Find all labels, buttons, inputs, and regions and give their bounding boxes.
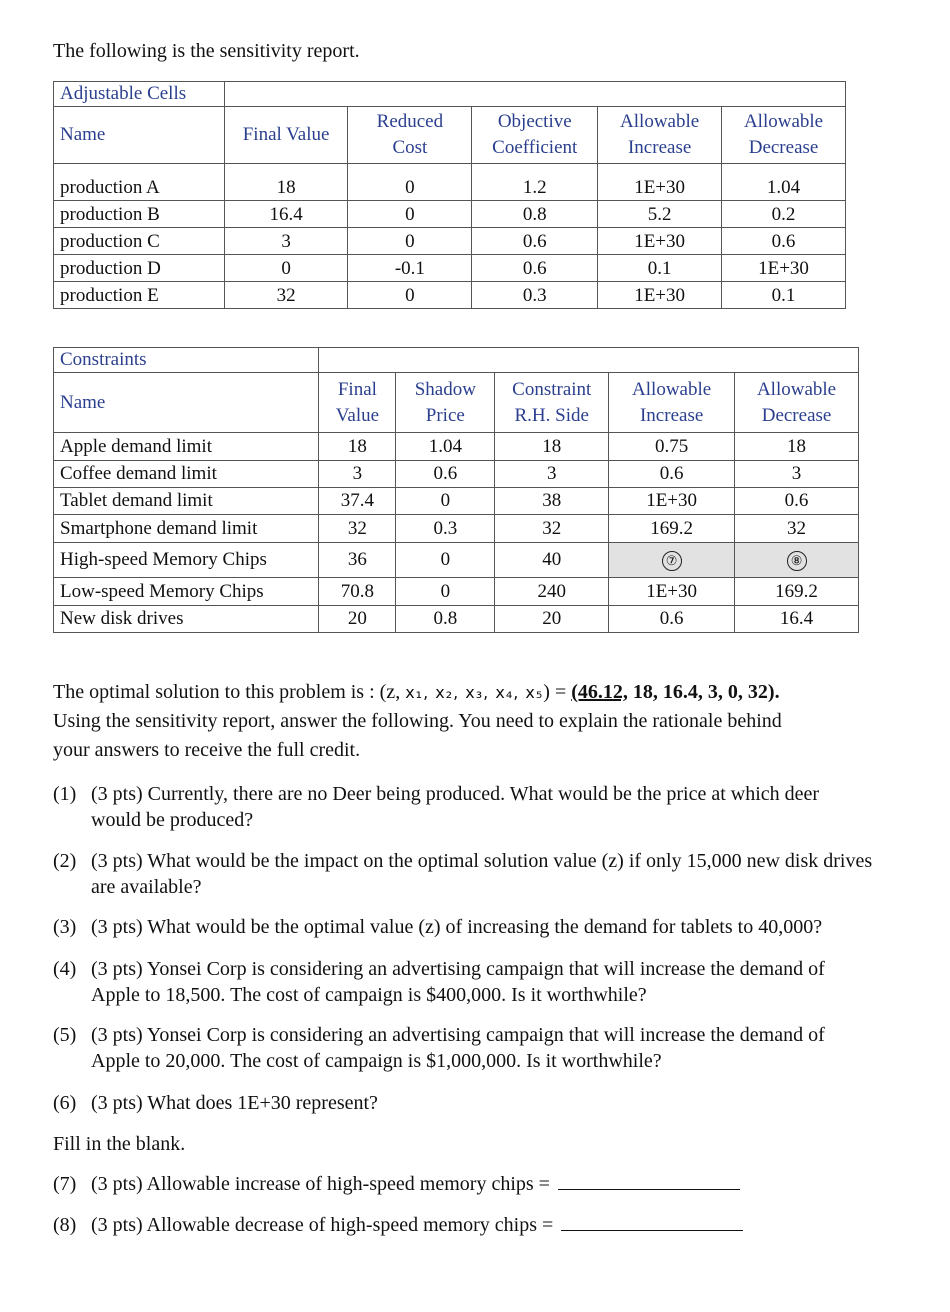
table-row: production D 0 -0.1 0.6 0.1 1E+30 bbox=[54, 255, 846, 282]
adjustable-header-allowable-decrease: Allowable Decrease bbox=[722, 107, 846, 164]
adjustable-caption: Adjustable Cells bbox=[54, 82, 225, 107]
fill-item-7: (7) (3 pts) Allowable increase of high-speed memory chips = bbox=[53, 1171, 873, 1197]
blank-7-cell bbox=[609, 543, 735, 578]
solution-paragraph bbox=[53, 678, 873, 765]
solution-variables: x₁, x₂, x₃, x₄, x₅ bbox=[405, 683, 544, 702]
adjustable-header-objective-coefficient: Objective Coefficient bbox=[472, 107, 598, 164]
question-1: (1) (3 pts) Currently, there are no Deer being produced. What would be the price at which deer would be produced? bbox=[53, 783, 820, 831]
table-row: Smartphone demand limit 32 0.3 32 169.2 32 bbox=[54, 515, 859, 543]
adjustable-cells-table bbox=[53, 81, 846, 309]
table-row: Coffee demand limit 3 0.6 3 0.6 3 bbox=[54, 461, 859, 488]
blank-8-cell bbox=[735, 543, 859, 578]
solution-values: (46.12, 18, 16.4, 3, 0, 32). bbox=[571, 681, 780, 703]
constraints-caption-row bbox=[54, 348, 859, 373]
question-6: (6) (3 pts) What does 1E+30 represent? bbox=[53, 1092, 378, 1114]
table-row: New disk drives 20 0.8 20 0.6 16.4 bbox=[54, 606, 859, 633]
constraints-header-row bbox=[54, 373, 859, 433]
constraints-table bbox=[53, 347, 859, 633]
intro-text: The following is the sensitivity report. bbox=[53, 40, 360, 62]
table-row: production B 16.4 0 0.8 5.2 0.2 bbox=[54, 201, 846, 228]
table-row: Tablet demand limit 37.4 0 38 1E+30 0.6 bbox=[54, 488, 859, 515]
circled-seven-marker: ⑦ bbox=[662, 551, 682, 571]
adjustable-header-row bbox=[54, 107, 846, 164]
table-row: production E 32 0 0.3 1E+30 0.1 bbox=[54, 282, 846, 309]
table-row: production A 18 0 1.2 1E+30 1.04 bbox=[54, 164, 846, 201]
adjustable-body bbox=[54, 164, 846, 309]
table-row: production C 3 0 0.6 1E+30 0.6 bbox=[54, 228, 846, 255]
constraints-header-final-value: Final Value bbox=[319, 373, 396, 433]
question-3: (3) (3 pts) What would be the optimal value (z) of increasing the demand for tablets to 40,000? bbox=[53, 916, 823, 938]
constraints-body bbox=[54, 433, 859, 633]
constraints-header-allowable-increase: Allowable Increase bbox=[609, 373, 735, 433]
answer-blank-7[interactable] bbox=[558, 1171, 740, 1190]
adjustable-caption-row bbox=[54, 82, 846, 107]
constraints-header-rhs: Constraint R.H. Side bbox=[495, 373, 609, 433]
table-row: Apple demand limit 18 1.04 18 0.75 18 bbox=[54, 433, 859, 461]
answer-blank-8[interactable] bbox=[561, 1212, 743, 1231]
table-row: High-speed Memory Chips 36 0 40 ⑦ ⑧ bbox=[54, 543, 859, 578]
circled-eight-marker: ⑧ bbox=[787, 551, 807, 571]
solution-line: The optimal solution to this problem is : (z, x₁, x₂, x₃, x₄, x₅) = (46.12, 18, 16.4, 3, 0, 32). bbox=[53, 681, 780, 703]
adjustable-header-final-value: Final Value bbox=[224, 107, 348, 164]
constraints-caption: Constraints bbox=[54, 348, 319, 373]
fill-heading: Fill in the blank. bbox=[53, 1133, 186, 1155]
question-4: (4) (3 pts) Yonsei Corp is considering an advertising campaign that will increase the demand of Apple to 18,500. The cost of campaign is $400,000. Is it worthwhile? bbox=[53, 958, 825, 1006]
question-2: (2) (3 pts) What would be the impact on the optimal solution value (z) if only 15,000 new disk drives are available? bbox=[53, 850, 873, 898]
question-5: (5) (3 pts) Yonsei Corp is considering an advertising campaign that will increase the demand of Apple to 20,000. The cost of campaign is $1,000,000. Is it worthwhile? bbox=[53, 1024, 825, 1072]
adjustable-header-allowable-increase: Allowable Increase bbox=[598, 107, 722, 164]
solution-instruction-line-2: your answers to receive the full credit. bbox=[53, 739, 361, 761]
solution-instruction-line: Using the sensitivity report, answer the following. You need to explain the rationale behind bbox=[53, 710, 782, 732]
constraints-header-name: Name bbox=[54, 373, 319, 433]
constraints-header-allowable-decrease: Allowable Decrease bbox=[735, 373, 859, 433]
fill-item-8: (8) (3 pts) Allowable decrease of high-speed memory chips = bbox=[53, 1212, 873, 1238]
adjustable-header-reduced-cost: Reduced Cost bbox=[348, 107, 472, 164]
adjustable-header-name: Name bbox=[54, 107, 225, 164]
constraints-header-shadow-price: Shadow Price bbox=[396, 373, 495, 433]
table-row: Low-speed Memory Chips 70.8 0 240 1E+30 169.2 bbox=[54, 578, 859, 606]
